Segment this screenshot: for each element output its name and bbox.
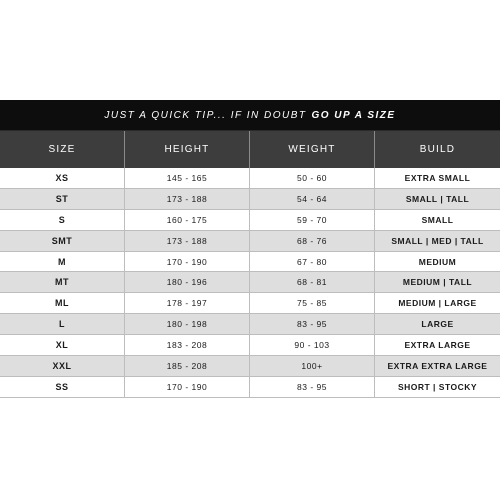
table-row bbox=[0, 252, 500, 273]
table-row bbox=[0, 168, 500, 189]
height-cell: 170 - 190 bbox=[125, 252, 250, 272]
column-header-weight: WEIGHT bbox=[250, 131, 375, 168]
table-row bbox=[0, 377, 500, 398]
weight-cell: 67 - 80 bbox=[250, 252, 375, 272]
table-row bbox=[0, 356, 500, 377]
tip-banner bbox=[0, 100, 500, 130]
column-header-size: SIZE bbox=[0, 131, 125, 168]
build-cell: SMALL bbox=[421, 214, 454, 225]
build-cell: MEDIUM bbox=[418, 256, 457, 267]
table-row bbox=[0, 314, 500, 335]
height-cell: 180 - 198 bbox=[125, 314, 250, 334]
weight-cell: 54 - 64 bbox=[250, 189, 375, 209]
table-row bbox=[0, 293, 500, 314]
height-cell: 170 - 190 bbox=[125, 377, 250, 397]
size-cell: L bbox=[0, 314, 125, 334]
build-cell: EXTRA EXTRA LARGE bbox=[387, 360, 488, 371]
weight-cell: 68 - 81 bbox=[250, 272, 375, 292]
build-cell: EXTRA LARGE bbox=[404, 340, 471, 351]
height-cell: 183 - 208 bbox=[125, 335, 250, 355]
table-body bbox=[0, 168, 500, 398]
tip-emphasis-text: GO UP A SIZE bbox=[311, 109, 396, 121]
size-cell: S bbox=[0, 210, 125, 230]
height-cell: 173 - 188 bbox=[125, 231, 250, 251]
size-cell: M bbox=[0, 252, 125, 272]
table-row bbox=[0, 335, 500, 356]
weight-cell: 50 - 60 bbox=[250, 168, 375, 188]
build-cell: MEDIUM | TALL bbox=[402, 277, 473, 288]
table-row bbox=[0, 210, 500, 231]
size-cell: XXL bbox=[0, 356, 125, 376]
table-header-row bbox=[0, 130, 500, 168]
height-cell: 180 - 196 bbox=[125, 272, 250, 292]
build-cell: EXTRA SMALL bbox=[404, 172, 471, 183]
height-cell: 145 - 165 bbox=[125, 168, 250, 188]
size-cell: ML bbox=[0, 293, 125, 313]
column-header-build: BUILD bbox=[419, 144, 456, 155]
tip-lead-text: JUST A QUICK TIP... IF IN DOUBT bbox=[104, 109, 307, 121]
weight-cell: 83 - 95 bbox=[250, 377, 375, 397]
weight-cell: 59 - 70 bbox=[250, 210, 375, 230]
weight-cell: 100+ bbox=[250, 356, 375, 376]
height-cell: 173 - 188 bbox=[125, 189, 250, 209]
weight-cell: 68 - 76 bbox=[250, 231, 375, 251]
size-cell: ST bbox=[0, 189, 125, 209]
size-cell: MT bbox=[0, 272, 125, 292]
size-cell: XS bbox=[0, 168, 125, 188]
build-cell: SMALL | MED | TALL bbox=[391, 235, 484, 246]
size-cell: SS bbox=[0, 377, 125, 397]
build-cell: LARGE bbox=[421, 319, 454, 330]
column-header-height: HEIGHT bbox=[125, 131, 250, 168]
table-row bbox=[0, 189, 500, 210]
weight-cell: 75 - 85 bbox=[250, 293, 375, 313]
height-cell: 178 - 197 bbox=[125, 293, 250, 313]
height-cell: 160 - 175 bbox=[125, 210, 250, 230]
size-chart bbox=[0, 100, 500, 398]
height-cell: 185 - 208 bbox=[125, 356, 250, 376]
build-cell: SHORT | STOCKY bbox=[397, 381, 478, 392]
size-cell: XL bbox=[0, 335, 125, 355]
size-cell: SMT bbox=[0, 231, 125, 251]
build-cell: MEDIUM | LARGE bbox=[398, 298, 477, 309]
weight-cell: 83 - 95 bbox=[250, 314, 375, 334]
build-cell: SMALL | TALL bbox=[405, 193, 470, 204]
table-row bbox=[0, 231, 500, 252]
table-row bbox=[0, 272, 500, 293]
weight-cell: 90 - 103 bbox=[250, 335, 375, 355]
